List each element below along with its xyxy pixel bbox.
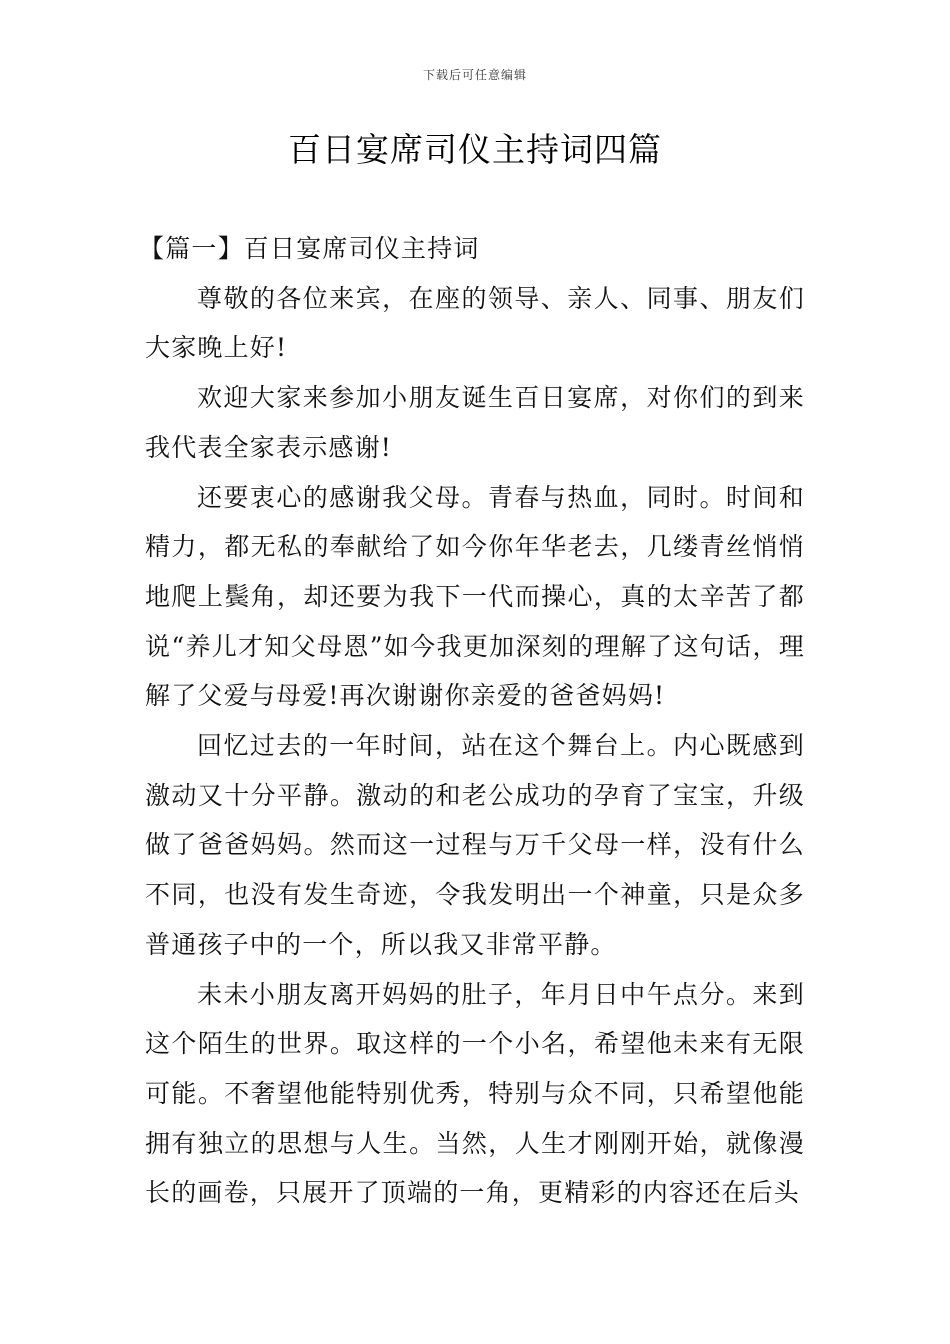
paragraph-recollection: 回忆过去的一年时间，站在这个舞台上。内心既感到激动又十分平静。激动的和老公成功的孕育了宝宝，升级做了爸爸妈妈。然而这一过程与万千父母一样，没有什么不同，也没有发生奇迹，令我发明出一个神童，只是众多普通孩子中的一个，所以我又非常平静。 <box>145 731 805 959</box>
paragraph-greeting: 尊敬的各位来宾，在座的领导、亲人、同事、朋友们大家晚上好! <box>145 283 805 363</box>
paragraph-thanks-parents: 还要衷心的感谢我父母。青春与热血，同时。时间和精力，都无私的奉献给了如今你年华老去，几缕青丝悄悄地爬上鬓角，却还要为我下一代而操心，真的太辛苦了都说“养儿才知父母恩”如今我更加深刻的理解了这句话，理解了父爱与母爱!再次谢谢你亲爱的爸爸妈妈! <box>145 482 805 711</box>
document-body <box>139 224 805 1218</box>
section-heading: 【篇一】百日宴席司仪主持词 <box>139 234 480 263</box>
paragraph-welcome: 欢迎大家来参加小朋友诞生百日宴席，对你们的到来我代表全家表示感谢! <box>145 383 805 462</box>
header-note: 下载后可任意编辑 <box>422 68 527 82</box>
page-title: 百日宴席司仪主持词四篇 <box>288 130 662 169</box>
paragraph-child-birth: 未未小朋友离开妈妈的肚子，年月日中午点分。来到这个陌生的世界。取这样的一个小名，希望他未来有无限可能。不奢望他能特别优秀，特别与众不同，只希望他能拥有独立的思想与人生。当然，人生才刚刚开始，就像漫长的画卷，只展开了顶端的一角，更精彩的内容还在后头 <box>145 979 805 1208</box>
